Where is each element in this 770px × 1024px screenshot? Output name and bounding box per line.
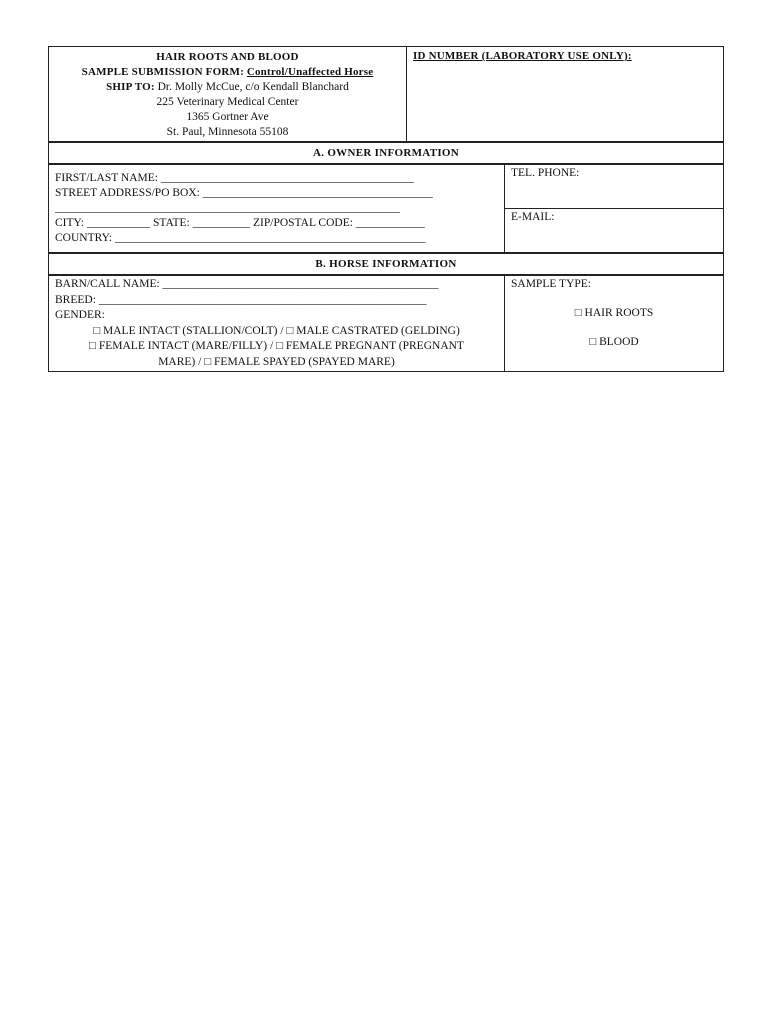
form-subtitle-type: Control/Unaffected Horse [246, 66, 374, 78]
country-field[interactable]: COUNTRY: ______________________________________________________ [55, 232, 426, 244]
ship-to-label: SHIP TO: [106, 81, 155, 93]
first-last-name-field[interactable]: FIRST/LAST NAME: ____________________________________________ [55, 172, 414, 184]
owner-details [49, 165, 505, 252]
city-state-zip-field[interactable]: CITY: ___________ STATE: __________ ZIP/POSTAL CODE: ____________ [55, 217, 425, 229]
owner-section-title: A. OWNER INFORMATION [49, 141, 723, 165]
owner-section [49, 165, 723, 252]
form-subtitle [53, 65, 402, 80]
gender-options-line-1[interactable]: □ MALE INTACT (STALLION/COLT) / □ MALE CASTRATED (GELDING) [93, 324, 460, 337]
sample-type-label: SAMPLE TYPE: [511, 278, 591, 290]
id-number-field[interactable] [407, 47, 723, 141]
gender-options-line-3[interactable]: MARE) / □ FEMALE SPAYED (SPAYED MARE) [158, 355, 395, 368]
owner-contact [505, 165, 723, 252]
form-subtitle-prefix: SAMPLE SUBMISSION FORM: [81, 66, 244, 78]
form-title: HAIR ROOTS AND BLOOD [156, 51, 299, 63]
sample-option-hair-roots[interactable]: □ HAIR ROOTS [574, 307, 654, 319]
barn-call-name-field[interactable]: BARN/CALL NAME: ________________________________________________ [55, 278, 439, 290]
sample-option-blood[interactable]: □ BLOOD [589, 336, 639, 348]
address-line-2: 1365 Gortner Ave [186, 111, 269, 123]
sample-type-block [505, 276, 723, 371]
breed-field[interactable]: BREED: _________________________________________________________ [55, 293, 427, 306]
horse-section-title: B. HORSE INFORMATION [49, 252, 723, 276]
email-field[interactable] [505, 208, 723, 252]
ship-to [53, 80, 402, 95]
header-title-block [49, 47, 407, 141]
id-number-label: ID NUMBER (LABORATORY USE ONLY): [413, 50, 632, 62]
horse-details [49, 276, 505, 371]
submission-form [48, 46, 724, 372]
tel-phone-field[interactable] [505, 165, 723, 208]
email-label: E-MAIL: [511, 211, 555, 223]
gender-label: GENDER: [55, 309, 105, 321]
gender-options-line-2[interactable]: □ FEMALE INTACT (MARE/FILLY) / □ FEMALE PREGNANT (PREGNANT [89, 340, 464, 352]
ship-to-name: Dr. Molly McCue, c/o Kendall Blanchard [157, 81, 349, 93]
address-blank-line[interactable]: ____________________________________________________________ [55, 202, 400, 214]
address-line-3: St. Paul, Minnesota 55108 [166, 126, 289, 138]
horse-section [49, 276, 723, 371]
form-header [49, 47, 723, 141]
tel-phone-label: TEL. PHONE: [511, 167, 580, 179]
address-line-1: 225 Veterinary Medical Center [156, 96, 299, 108]
street-address-field[interactable]: STREET ADDRESS/PO BOX: ________________________________________ [55, 187, 433, 199]
